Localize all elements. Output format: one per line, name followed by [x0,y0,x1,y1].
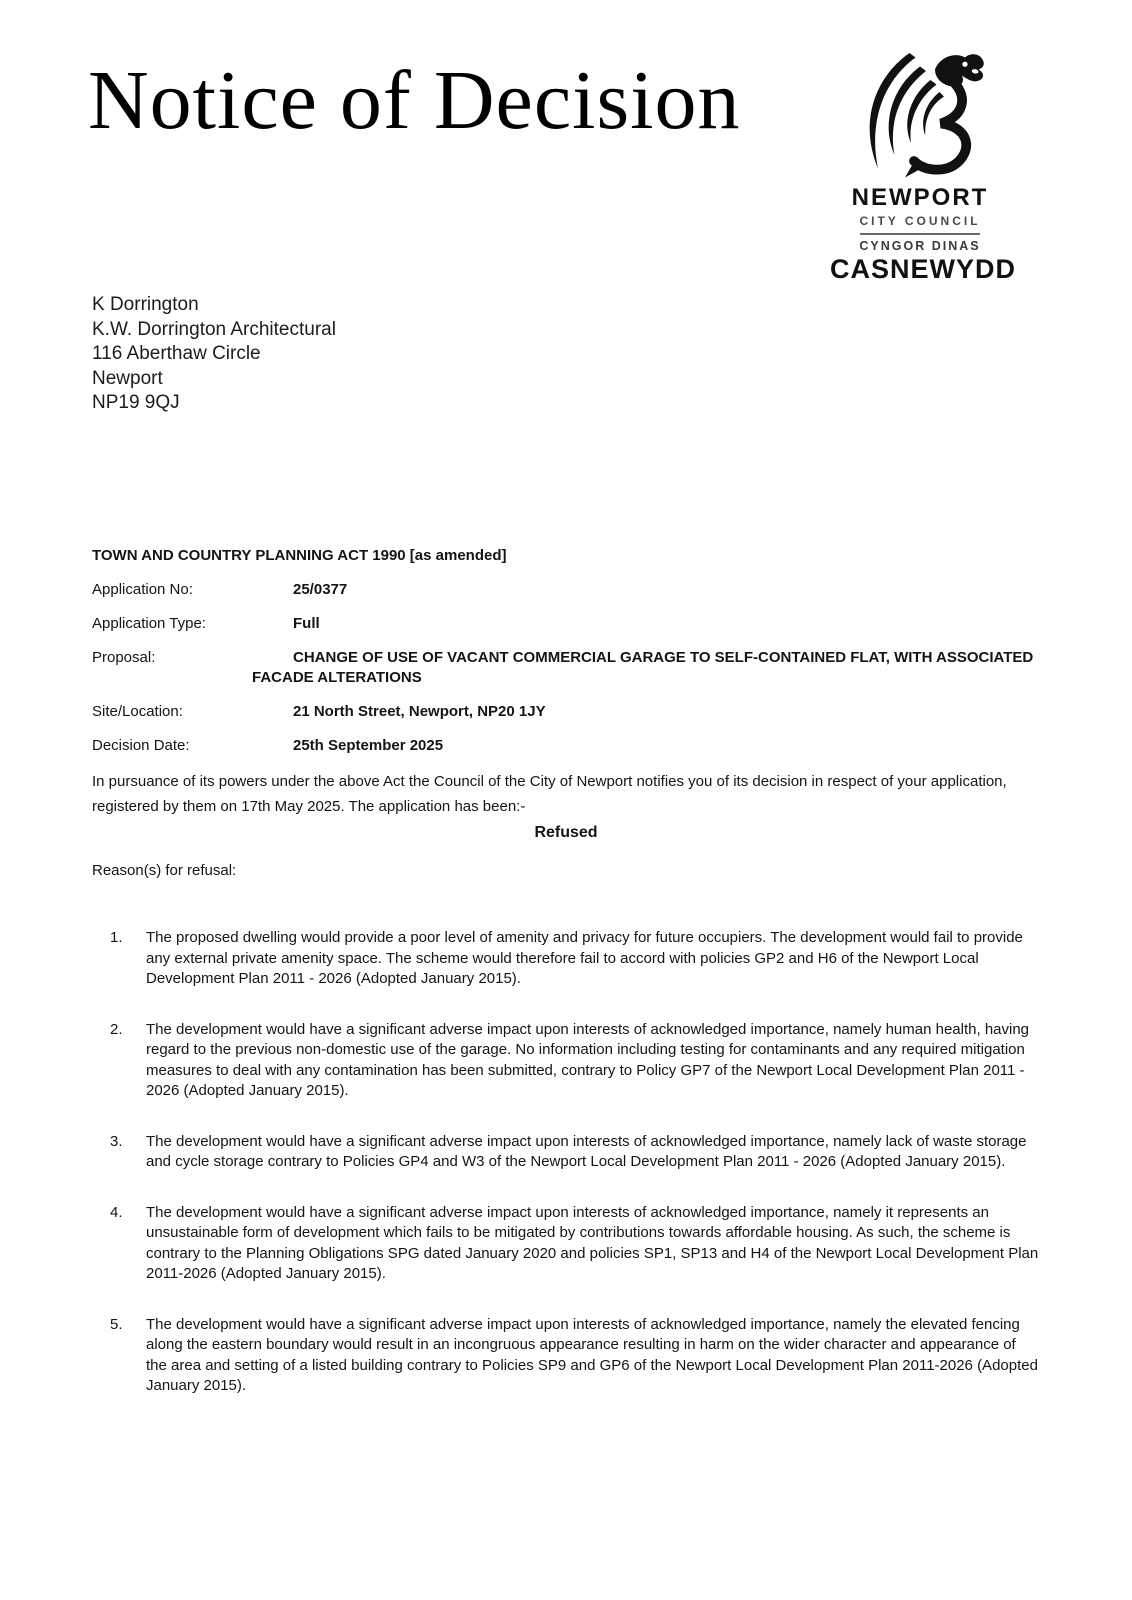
main-content [92,546,1040,1427]
reason-number: 4. [110,1203,123,1221]
reason-number: 1. [110,929,123,946]
decision-paragraph: In pursuance of its powers under the above Act the Council of the City of Newport notifies you of its decision in respect of your application, registered by them on 17th May 2025. The application has been:- [92,773,1007,815]
reason-text: The development would have a significant adverse impact upon interests of acknowledged importance, namely human health, having regard to the previous non-domestic use of the garage. No information including testing for contaminants and any required mitigation measures to deal with any contamination has been submitted, contrary to Policy GP7 of the Newport Local Development Plan 2011 - 2026 (Adopted January 2015). [146,1020,1030,1099]
addressee-name: K Dorrington [92,294,199,315]
detail-value: CHANGE OF USE OF VACANT COMMERCIAL GARAGE TO SELF-CONTAINED FLAT, WITH ASSOCIATED FACADE ALTERATIONS [252,649,1034,686]
newport-dragon-icon [830,50,1010,182]
detail-row-proposal [92,648,1040,688]
detail-label: Site/Location: [92,703,183,720]
addressee-block [92,293,336,416]
refusal-reasons-list [92,928,1040,1397]
act-heading: TOWN AND COUNTRY PLANNING ACT 1990 [as amended] [92,547,507,564]
council-logo [830,50,1017,285]
reason-number: 3. [110,1132,123,1150]
reason-item-1 [92,928,1040,990]
addressee-street: 116 Aberthaw Circle [92,343,261,364]
reason-item-5 [92,1315,1040,1397]
decision-status: Refused [534,824,598,841]
page-title: Notice of Decision [88,54,741,147]
detail-row-decision-date [92,736,1040,756]
reason-text: The development would have a significant adverse impact upon interests of acknowledged importance, namely the elevated fencing along the eastern boundary would result in an incongruous appearance resulting in harm on the wider character and appearance of the area and setting of a listed building contrary to Policies SP9 and GP6 of the Newport Local Development Plan 2011-2026 (Adopted January 2015). [146,1315,1038,1394]
detail-value: Full [293,615,320,632]
detail-label: Application Type: [92,615,206,632]
addressee-postcode: NP19 9QJ [92,392,180,413]
reasons-heading: Reason(s) for refusal: [92,862,237,879]
detail-row-site-location [92,702,1040,722]
logo-divider [860,233,980,235]
logo-text-cyngor-dinas: CYNGOR DINAS [859,239,981,253]
addressee-company: K.W. Dorrington Architectural [92,318,336,340]
logo-text-newport: NEWPORT [851,184,989,211]
detail-row-application-no [92,580,1040,600]
detail-label: Application No: [92,581,193,598]
detail-label: Proposal: [92,649,156,666]
logo-text-city-council: CITY COUNCIL [859,214,981,228]
detail-value: 25/0377 [293,581,348,598]
reason-text: The development would have a significant adverse impact upon interests of acknowledged importance, namely it represents an unsustainable form of development which fails to be mitigated by contributions towards affordable housing. As such, the scheme is contrary to the Planning Obligations SPG dated January 2020 and policies SP1, SP13 and H4 of the Newport Local Development Plan 2011-2026 (Adopted January 2015). [146,1203,1039,1282]
detail-value: 21 North Street, Newport, NP20 1JY [293,703,546,720]
reason-item-4 [92,1203,1040,1285]
logo-text-casnewydd: CASNEWYDD [830,254,1017,284]
reason-number: 2. [110,1020,123,1038]
reason-item-3 [92,1132,1040,1173]
detail-label: Decision Date: [92,737,190,754]
reason-item-2 [92,1020,1040,1102]
reason-text: The development would have a significant adverse impact upon interests of acknowledged importance, namely lack of waste storage and cycle storage contrary to Policies GP4 and W3 of the Newport Local Development Plan 2011 - 2026 (Adopted January 2015). [146,1132,1027,1170]
detail-row-application-type [92,614,1040,634]
detail-value: 25th September 2025 [293,737,444,754]
reason-text: The proposed dwelling would provide a poor level of amenity and privacy for future occupiers. The development would fail to provide any external private amenity space. The scheme would therefore fail to accord with policies GP2 and H6 of the Newport Local Development Plan 2011 - 2026 (Adopted January 2015). [146,929,1023,987]
reason-number: 5. [110,1315,123,1333]
addressee-town: Newport [92,367,163,389]
